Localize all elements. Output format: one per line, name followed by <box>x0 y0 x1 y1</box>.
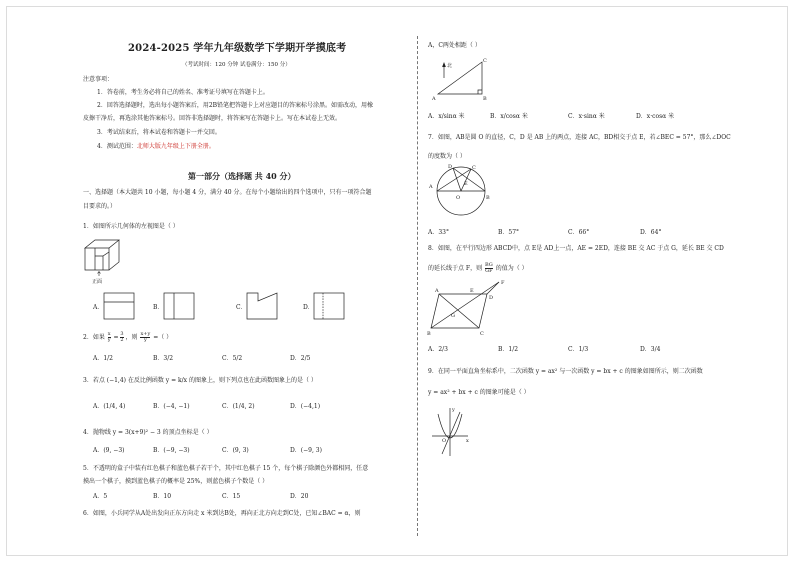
q5-opt-d: D．20 <box>290 493 309 500</box>
q3-stem: 3．若点 (−1,4) 在反比例函数 y = k/x 的图象上，则下列点也在此函数图象上的是（ ） <box>83 377 317 384</box>
q7-point-o: O <box>456 195 461 201</box>
q6-line-1: 6．如图，小兵同学从A处出发向正东方向走 x 米到达B处，再向正北方向走到C处，已知∠BAC = α，则 <box>83 510 361 517</box>
q5-line-1: 5．不透明的盒子中装有红色棋子和蓝色棋子若干个，其中红色棋子 15 个，每个棋子除颜色外都相同，任意 <box>83 465 369 472</box>
part1-intro-2: 目要求的。） <box>83 203 117 210</box>
q6-opt-d: D．x·cosα 米 <box>636 113 675 120</box>
q1-opt-d: D． <box>303 304 314 311</box>
q1-stem: 1．如图所示几何体的左视图是（ ） <box>83 223 179 230</box>
q1-view-d <box>313 292 347 322</box>
q7-opt-d: D．64° <box>640 229 662 236</box>
q3-opt-a: A．(1/4, 4) <box>93 403 126 410</box>
exam-subtitle: （考试时间：120 分钟 试卷满分：150 分） <box>182 62 291 68</box>
q1-view-b <box>163 292 197 322</box>
q4-opt-d: D．(−9, 3) <box>290 447 322 454</box>
q2-ratio-fraction: $\frac{x}{y}$ <box>107 331 111 343</box>
q7-opt-b: B．57° <box>498 229 520 236</box>
note-3: 3．考试结束后，将本试卷和答题卡一并交回。 <box>97 129 221 136</box>
q8-point-a: A <box>435 288 439 294</box>
q3-opt-b: B．(−4, −1) <box>153 403 190 410</box>
q6-point-b: B <box>483 96 487 102</box>
q7-circle-figure <box>427 163 493 221</box>
q8-opt-d: D．3/4 <box>640 346 661 353</box>
note-1: 1．答卷前，考生务必将自己的姓名、准考证号填写在答题卡上。 <box>97 89 269 96</box>
q1-solid-figure <box>83 236 133 280</box>
q6-point-a: A <box>432 96 436 102</box>
note-2: 2．回答选择题时，选出每小题答案后，用2B铅笔把答题卡上对应题目的答案标号涂黑。如需改动，用橡 <box>97 102 374 109</box>
q6-north-label: 北 <box>447 63 453 69</box>
q3-opt-d: D．(−4,1) <box>290 403 321 410</box>
q2-opt-a: A．1/2 <box>93 355 113 362</box>
q2-stem: 2．如果 $\frac{x}{y}$ = $\frac{3}{2}$ ，则 $\frac{x+y}{y}$ =（ ） <box>83 331 173 343</box>
q8-ratio-fraction <box>485 263 493 274</box>
q5-opt-a: A．5 <box>93 493 108 500</box>
note-4 <box>97 143 215 150</box>
q2-stem-b: ，则 <box>125 334 138 341</box>
q8-opt-a: A．2/3 <box>428 346 448 353</box>
q9-origin-label: O <box>442 438 447 444</box>
q7-opt-a: A．33° <box>428 229 449 236</box>
q8-line-2-b: 的值为（ ） <box>495 265 528 272</box>
scope-prefix: 4．测试范围： <box>97 143 137 150</box>
q5-opt-b: B．10 <box>153 493 172 500</box>
q7-line-1: 7．如图，AB是圆 O 的直径，C，D 是 AB 上的两点，连接 AC，BD相交于点 E，若∠BEC = 57°，那么∠DOC <box>428 134 731 141</box>
q2-stem-c: =（ ） <box>153 334 173 341</box>
q8-line-2-a: 的延长线于点 F，则 <box>428 265 483 272</box>
q8-point-e: E <box>470 288 474 294</box>
q4-opt-a: A．(9, −3) <box>93 447 125 454</box>
q6-opt-a: A．x/sinα 米 <box>428 113 465 120</box>
q9-y-axis-label: y <box>452 407 455 413</box>
column-divider <box>417 36 418 536</box>
q8-frac-den: GF <box>485 268 493 274</box>
q8-point-g: G <box>451 313 455 319</box>
q6-opt-c: C．x·sinα 米 <box>568 113 605 120</box>
q4-opt-c: C．(9, 3) <box>222 447 249 454</box>
notes-heading: 注意事项： <box>83 76 114 83</box>
q8-point-f: F <box>501 280 505 286</box>
q6-line-2: A，C两处相距（ ） <box>428 42 481 49</box>
q1-opt-b: B． <box>153 304 164 311</box>
q7-point-b: B <box>486 195 490 201</box>
q7-line-2: 的度数为（ ） <box>428 153 466 160</box>
q9-line-2: y = ax² + bx + c 的图象可能是（ ） <box>428 389 530 396</box>
part1-intro-1: 一、选择题（本大题共 10 小题，每小题 4 分，满分 40 分。在每个小题给出的四个选项中，只有一项符合题 <box>83 189 372 196</box>
q4-stem: 4．抛物线 y = 3(x+9)² − 3 的顶点坐标是（ ） <box>83 429 213 436</box>
q5-line-2: 摸出一个棋子，摸到蓝色棋子的概率是 25%，则蓝色棋子个数是（ ） <box>83 478 269 485</box>
q2-opt-b: B．3/2 <box>153 355 174 362</box>
q2-ratio-value: $\frac{3}{2}$ <box>120 331 124 343</box>
note-2-cont: 皮擦干净后，再选涂其他答案标号。回答非选择题时，将答案写在答题卡上。写在本试卷上无效。 <box>83 115 342 122</box>
q8-frac-num: BG <box>485 262 493 268</box>
q7-point-e: E <box>464 181 468 187</box>
q6-opt-b: B．x/cosα 米 <box>490 113 528 120</box>
q2-opt-c: C．5/2 <box>222 355 243 362</box>
q9-graph-figure <box>430 406 470 458</box>
q1-opt-c: C． <box>236 304 247 311</box>
q4-opt-b: B．(−9, −3) <box>153 447 190 454</box>
q1-view-c <box>246 292 280 322</box>
q2-opt-d: D．2/5 <box>290 355 311 362</box>
q9-line-1: 9．在同一平面直角坐标系中，二次函数 y = ax² 与一次函数 y = bx + c 的图象如图所示，则二次函数 <box>428 368 703 375</box>
scope-text: 北师大版九年级上下册全册。 <box>136 143 215 150</box>
q8-line-2 <box>428 263 528 274</box>
q8-parallelogram-figure <box>427 280 507 336</box>
q6-point-c: C <box>483 58 487 64</box>
q8-point-d: D <box>489 295 494 301</box>
q8-line-1: 8．如图，在平行四边形 ABCD中，点 E是 AD上一点，AE = 2ED，连接 BE 交 AC 于点 G，延长 BE 交 CD <box>428 245 724 252</box>
part1-heading: 第一部分（选择题 共 40 分） <box>188 171 296 181</box>
exam-title: 2024-2025 学年九年级数学下学期开学摸底考 <box>128 43 347 54</box>
q7-point-a: A <box>429 184 433 190</box>
q8-point-c: C <box>480 331 484 337</box>
q8-opt-b: B．1/2 <box>498 346 519 353</box>
q6-triangle-figure <box>430 56 500 102</box>
q3-opt-c: C．(1/4, 2) <box>222 403 255 410</box>
q1-opt-a: A． <box>93 304 104 311</box>
q2-expression-fraction: $\frac{x+y}{y}$ <box>140 331 151 343</box>
q7-point-d: D <box>448 164 453 170</box>
q5-opt-c: C．15 <box>222 493 241 500</box>
q9-x-axis-label: x <box>466 438 469 444</box>
q1-view-a <box>103 292 137 322</box>
q1-front-label: 正面 <box>92 279 103 285</box>
q8-opt-c: C．1/3 <box>568 346 589 353</box>
q7-opt-c: C．66° <box>568 229 590 236</box>
q2-stem-a: 2．如果 <box>83 334 105 341</box>
q7-point-c: C <box>472 165 476 171</box>
q8-point-b: B <box>427 331 431 337</box>
